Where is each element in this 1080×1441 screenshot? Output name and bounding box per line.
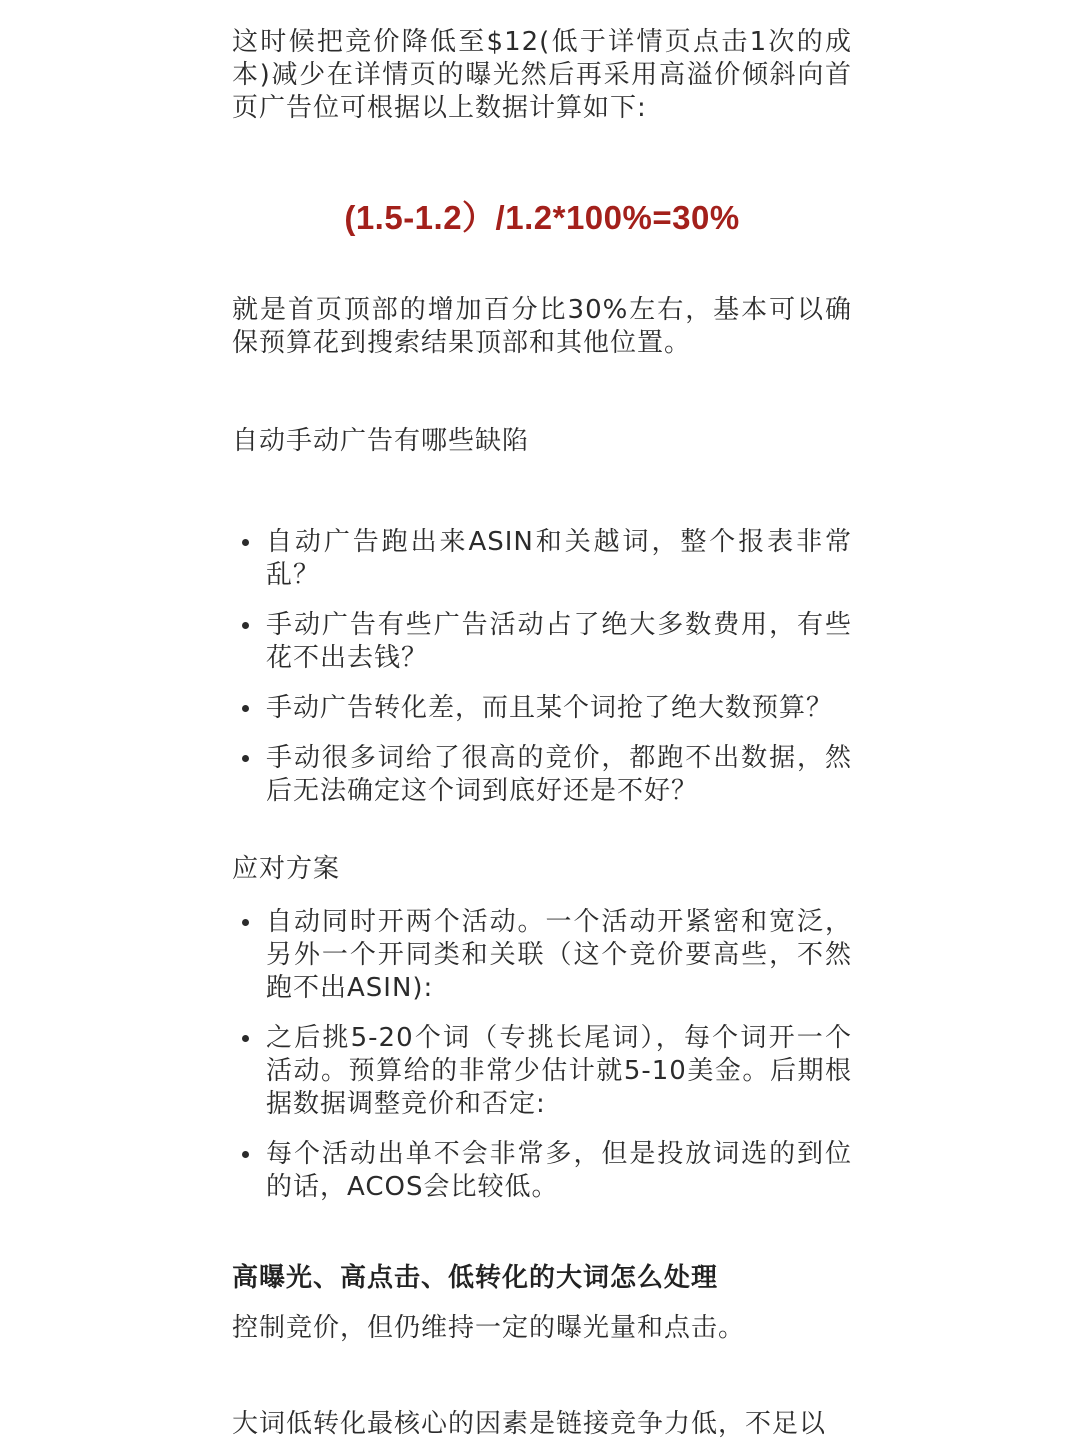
list-item-text: 之后挑5-20个词（专挑长尾词），每个词开一个活动。预算给的非常少估计就5-10美金。后期根据数据调整竞价和否定: xyxy=(266,1023,852,1119)
list-item xyxy=(232,692,852,725)
list-item xyxy=(232,906,852,1005)
explain-paragraph xyxy=(232,294,852,360)
bullet-dot-icon xyxy=(242,539,249,546)
section2-body: 控制竞价，但仍维持一定的曝光量和点击。 xyxy=(232,1313,746,1343)
bullet-dot-icon xyxy=(242,1151,249,1158)
bullet-dot-icon xyxy=(242,705,249,712)
intro-paragraph xyxy=(232,26,852,125)
list-item xyxy=(232,1138,852,1204)
list-item-text: 手动广告有些广告活动占了绝大多数费用，有些花不出去钱？ xyxy=(266,610,852,673)
list-item xyxy=(232,526,852,592)
list-item-text: 每个活动出单不会非常多，但是投放词选的到位的话，ACOS会比较低。 xyxy=(266,1139,852,1202)
defect-list xyxy=(232,526,852,808)
bullet-dot-icon xyxy=(242,755,249,762)
list-item xyxy=(232,1022,852,1121)
list-item-text: 手动广告转化差，而且某个词抢了绝大数预算？ xyxy=(266,693,834,723)
explain-text: 就是首页顶部的增加百分比30%左右，基本可以确保预算花到搜索结果顶部和其他位置。 xyxy=(232,295,852,358)
list-item xyxy=(232,609,852,675)
intro-text: 这时候把竞价降低至$12(低于详情页点击1次的成本)减少在详情页的曝光然后再采用高溢价倾斜向首页广告位可根据以上数据计算如下: xyxy=(232,27,852,123)
section-title-big-keywords: 高曝光、高点击、低转化的大词怎么处理 xyxy=(232,1263,719,1293)
list-item-text: 自动广告跑出来ASIN和关越词，整个报表非常乱？ xyxy=(266,527,852,590)
list-item-text: 自动同时开两个活动。一个活动开紧密和宽泛，另外一个开同类和关联（这个竞价要高些，不然跑不出ASIN): xyxy=(266,907,852,1003)
bullet-dot-icon xyxy=(242,622,249,629)
bullet-dot-icon xyxy=(242,919,249,926)
section-title-defects: 自动手动广告有哪些缺陷 xyxy=(232,426,530,456)
tail-text: 大词低转化最核心的因素是链接竞争力低，不足以 xyxy=(232,1409,827,1439)
solution-list xyxy=(232,906,852,1204)
solution-title: 应对方案 xyxy=(232,854,341,884)
formula: (1.5-1.2）/1.2*100%=30% xyxy=(344,199,740,236)
list-item-text: 手动很多词给了很高的竞价，都跑不出数据，然后无法确定这个词到底好还是不好？ xyxy=(266,743,852,806)
list-item xyxy=(232,742,852,808)
bullet-dot-icon xyxy=(242,1035,249,1042)
